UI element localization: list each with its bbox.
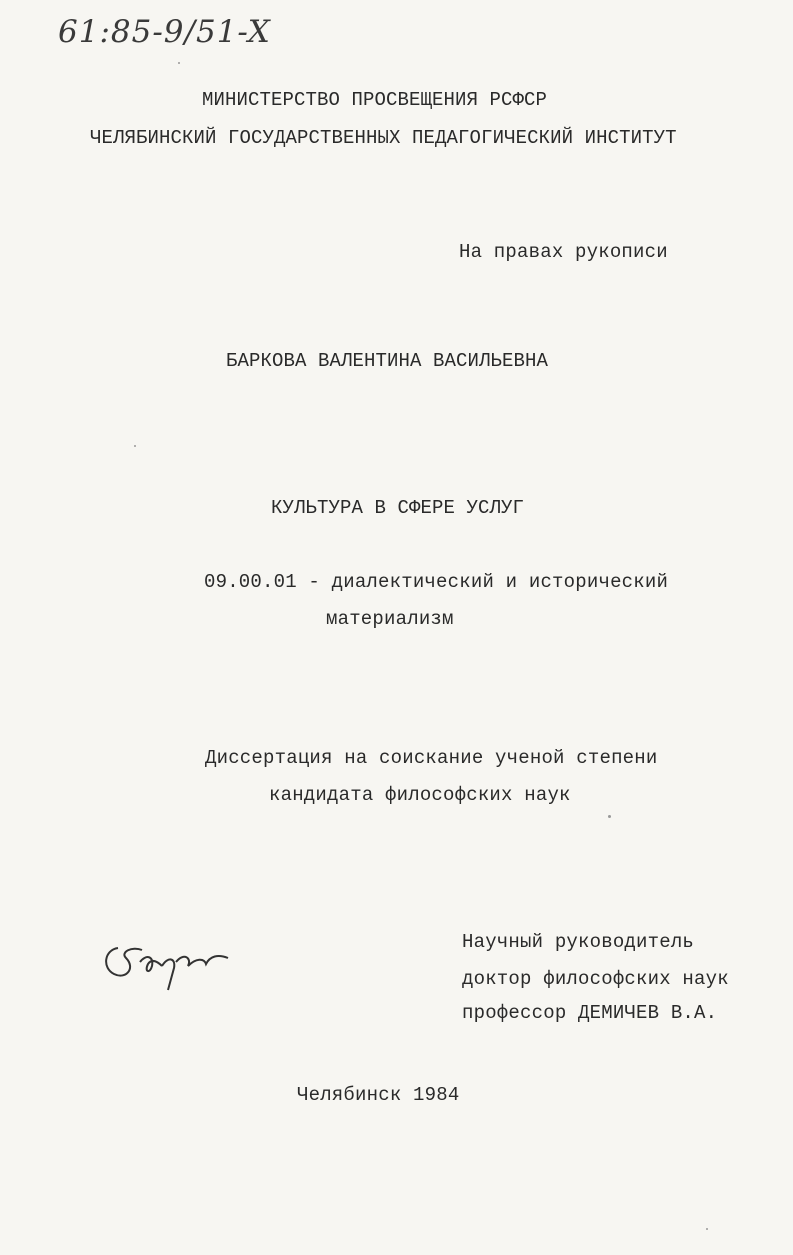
degree-field: кандидата философских наук (269, 784, 571, 806)
supervisor-name: профессор ДЕМИЧЕВ В.А. (462, 1002, 718, 1024)
paper-speck (706, 1228, 708, 1230)
paper-speck (134, 445, 136, 447)
degree-statement: Диссертация на соискание ученой степени (205, 747, 658, 769)
paper-speck (178, 62, 180, 64)
ministry-heading: МИНИСТЕРСТВО ПРОСВЕЩЕНИЯ РСФСР (202, 89, 548, 111)
author-signature (96, 928, 246, 998)
supervisor-degree: доктор философских наук (462, 968, 729, 990)
specialty-continuation: материализм (326, 608, 454, 630)
author-name: БАРКОВА ВАЛЕНТИНА ВАСИЛЬЕВНА (226, 350, 549, 372)
city-year: Челябинск 1984 (297, 1084, 460, 1106)
handwritten-archive-number: 61:85-9/51-X (58, 14, 271, 50)
specialty-code: 09.00.01 - диалектический и исторический (204, 571, 669, 593)
supervisor-role: Научный руководитель (462, 931, 695, 953)
dissertation-title: КУЛЬТУРА В СФЕРЕ УСЛУГ (271, 497, 525, 519)
institute-heading: ЧЕЛЯБИНСКИЙ ГОСУДАРСТВЕННЫХ ПЕДАГОГИЧЕСКИЙ ИНСТИТУТ (90, 127, 677, 149)
rights-note: На правах рукописи (459, 241, 668, 263)
paper-speck (608, 815, 611, 818)
